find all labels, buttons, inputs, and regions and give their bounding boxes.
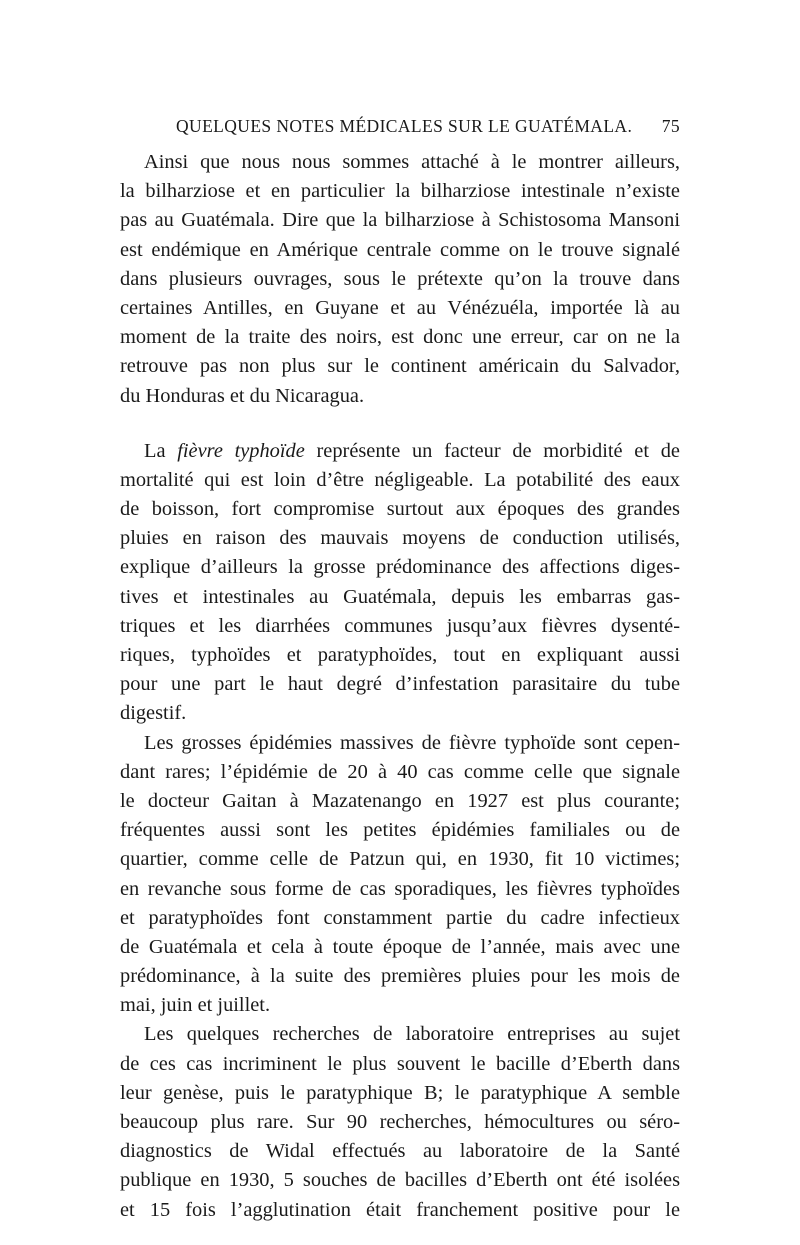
text-line: dant rares; l’épidémie de 20 à 40 cas comme celle que signale (120, 760, 680, 783)
header-title: QUELQUES NOTES MÉDICALES SUR LE GUATÉMALA. (176, 116, 633, 136)
text-line: de ces cas incriminent le plus souvent le bacille d’Eberth dans (120, 1052, 680, 1075)
text-line (120, 437, 680, 466)
text-line: du Honduras et du Nicaragua. (120, 384, 365, 407)
paragraph-gap (120, 411, 680, 437)
lead-word: La (144, 439, 166, 462)
text-line: dans plusieurs ouvrages, sous le prétexte qu’on la trouve dans (120, 267, 680, 290)
running-header (120, 116, 680, 137)
text-line: en revanche sous forme de cas sporadiques, les fièvres typhoïdes (120, 877, 680, 900)
text-line: beaucoup plus rare. Sur 90 recherches, hémocultures ou séro- (120, 1111, 680, 1133)
paragraph-bilharziose (120, 148, 680, 411)
text-line: et 15 fois l’agglutination était franchement positive pour le (120, 1198, 680, 1221)
text-line: publique en 1930, 5 souches de bacilles d’Eberth ont été isolées (120, 1169, 680, 1192)
text-line: Ainsi que nous nous sommes attaché à le montrer ailleurs, (144, 151, 680, 173)
text-line: digestif. (120, 702, 187, 725)
text-line: riques, typhoïdes et paratyphoïdes, tout en expliquant aussi (120, 644, 680, 666)
text-line: fréquentes aussi sont les petites épidémies familiales ou de (120, 819, 680, 842)
text-line: de Guatémala et cela à toute époque de l’année, mais avec une (120, 935, 680, 958)
text-line: mortalité qui est loin d’être négligeable. La potabilité des eaux (120, 468, 680, 491)
text-line: pas au Guatémala. Dire que la bilharziose à Schistosoma Mansoni (120, 209, 680, 232)
text-line: Les grosses épidémies massives de fièvre typhoïde sont cepen- (144, 731, 680, 754)
text-line: Les quelques recherches de laboratoire entreprises au sujet (144, 1023, 680, 1046)
text-line: pour une part le haut degré d’infestation parasitaire du tube (120, 673, 680, 696)
paragraph-fievre-typhoide (120, 437, 680, 729)
text-line: le docteur Gaitan à Mazatenango en 1927 est plus courante; (120, 789, 680, 812)
body-text (120, 148, 680, 1225)
text-line: mai, juin et juillet. (120, 994, 271, 1017)
line-rest: représente un facteur de morbidité et de (316, 439, 680, 462)
text-line: la bilharziose et en particulier la bilharziose intestinale n’existe (120, 180, 680, 203)
text-line: pluies en raison des mauvais moyens de conduction utilisés, (120, 527, 680, 550)
text-line: est endémique en Amérique centrale comme on le trouve signalé (120, 238, 680, 261)
text-line: explique d’ailleurs la grosse prédominance des affections diges- (120, 556, 680, 579)
text-line: triques et les diarrhées communes jusqu’aux fièvres dysenté- (120, 614, 680, 637)
text-line: et paratyphoïdes font constamment partie du cadre infectieux (120, 906, 680, 929)
paragraph-recherches (120, 1020, 680, 1224)
text-line: diagnostics de Widal effectués au laboratoire de la Santé (120, 1140, 680, 1163)
text-line: certaines Antilles, en Guyane et au Vénézuéla, importée là au (120, 296, 680, 319)
text-line: tives et intestinales au Guatémala, depuis les embarras gas- (120, 585, 680, 608)
text-line: de boisson, fort compromise surtout aux époques des grandes (120, 498, 680, 521)
text-line: leur genèse, puis le paratyphique B; le paratyphique A semble (120, 1081, 680, 1104)
text-line: retrouve pas non plus sur le continent américain du Salvador, (120, 355, 680, 378)
text-line: quartier, comme celle de Patzun qui, en 1930, fit 10 victimes; (120, 848, 680, 871)
page-number: 75 (661, 116, 680, 136)
text-line: prédominance, à la suite des premières pluies pour les mois de (120, 965, 680, 988)
text-line: moment de la traite des noirs, est donc une erreur, car on ne la (120, 326, 680, 349)
italic-term: fièvre typhoïde (177, 439, 305, 462)
paragraph-epidemies (120, 729, 680, 1021)
